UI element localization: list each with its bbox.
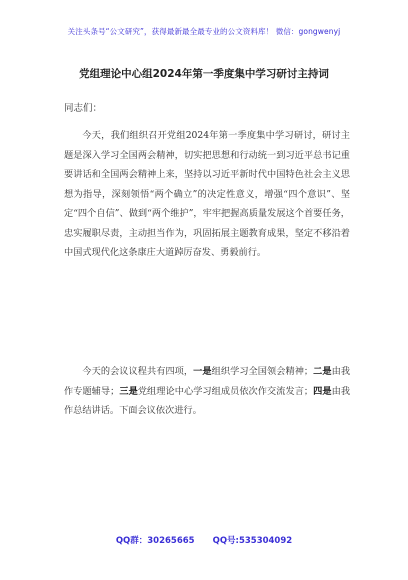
agenda-item2-text: 由我作专题辅导； xyxy=(64,366,351,397)
paragraph-opening: 今天，我们组织召开党组2024年第一季度集中学习研讨，研讨主题是深入学习全国两会精神，切实把思想和行动统一到习近平总书记重要讲话和全国两会精神上来，坚持以习近平新时代中国特色社会主义思想为指导，深刻领悟“两个确立”的决定性意义，增强“四个意识”、坚定“四个自信”、做到“两个维护”，牢牢把握高质量发展这个首要任务，忠实履职尽责，主动担当作为，巩固拓展主题教育成果，坚定不移沿着中国式现代化这条康庄大道踔厉奋发、勇毅前行。 xyxy=(64,130,350,258)
agenda-item3-text: 党组理论中心学习组成员依次作交流发言； xyxy=(137,385,314,397)
agenda-item4-lead: 四是 xyxy=(313,385,332,397)
agenda-item1-text: 组织学习全国领会精神； xyxy=(211,366,314,377)
agenda-item3-lead: 三是 xyxy=(119,385,138,397)
agenda-item4-text: 由我作总结讲话。下面会议依次进行。 xyxy=(64,385,351,416)
agenda-intro: 今天的会议议程共有四项， xyxy=(82,366,194,377)
footer-contact xyxy=(0,534,408,546)
salutation: 同志们： xyxy=(64,103,103,114)
footer-qq: QQ号:535304092 xyxy=(212,536,293,546)
agenda-item1-lead: 一是 xyxy=(193,366,212,377)
document-title: 党组理论中心组2024年第一季度集中学习研讨主持词 xyxy=(79,68,329,80)
footer-qq-group: QQ群：30265665 xyxy=(115,536,195,546)
header-note: 关注头条号“公文研究”，获得最新最全最专业的公文资料库！ 微信：gongwenyj xyxy=(67,27,341,36)
paragraph-agenda xyxy=(64,362,350,421)
agenda-item2-lead: 二是 xyxy=(313,366,332,377)
